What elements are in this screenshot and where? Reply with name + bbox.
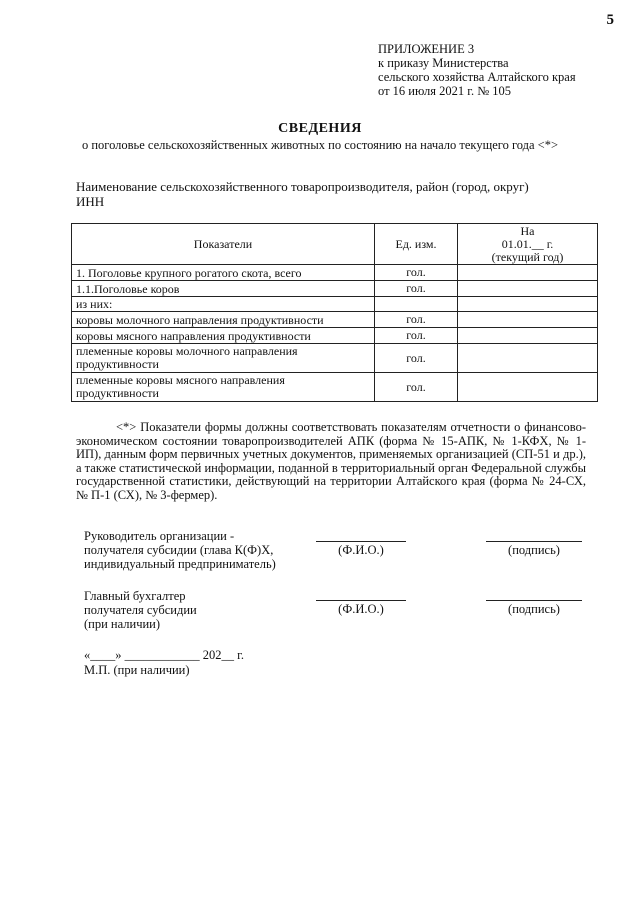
row-label: племенные коровы молочного направления продуктивности xyxy=(72,344,375,373)
table-row xyxy=(72,281,598,297)
head-sign-caption: (подпись) xyxy=(508,543,560,557)
header-date xyxy=(458,224,598,265)
accountant-signature-label xyxy=(84,589,197,631)
row-value-cell[interactable] xyxy=(458,281,598,297)
table-row xyxy=(72,328,598,344)
header-date-line: На xyxy=(520,223,535,238)
head-name-line[interactable] xyxy=(316,541,406,542)
row-unit xyxy=(375,297,458,312)
table-header-row xyxy=(72,224,598,265)
table-row xyxy=(72,312,598,328)
accountant-label-line: (при наличии) xyxy=(84,617,161,631)
head-label-line: Руководитель организации - xyxy=(84,529,235,543)
row-label: 1.1.Поголовье коров xyxy=(72,281,375,297)
accountant-name-line[interactable] xyxy=(316,600,406,601)
row-label: коровы молочного направления продуктивности xyxy=(72,312,375,328)
header-indicators: Показатели xyxy=(72,224,375,265)
row-unit: гол. xyxy=(375,344,458,373)
header-date-line: (текущий год) xyxy=(491,249,564,264)
table-row xyxy=(72,265,598,281)
document-title: СВЕДЕНИЯ xyxy=(278,121,362,136)
accountant-name-caption: (Ф.И.О.) xyxy=(338,602,384,616)
table-row xyxy=(72,344,598,373)
row-value-cell[interactable] xyxy=(458,344,598,373)
row-value-cell[interactable] xyxy=(458,373,598,402)
row-unit: гол. xyxy=(375,281,458,297)
accountant-sign-line[interactable] xyxy=(486,600,582,601)
row-unit: гол. xyxy=(375,265,458,281)
row-unit: гол. xyxy=(375,373,458,402)
header-date-line: 01.01.__ г. xyxy=(501,236,554,251)
accountant-label-line: получателя субсидии xyxy=(84,603,197,617)
row-label: из них: xyxy=(72,297,375,312)
appendix-header xyxy=(378,42,576,98)
appendix-line: от 16 июля 2021 г. № 105 xyxy=(378,84,512,98)
footnote: <*> Показатели формы должны соответствовать показателям отчетности о финансово-экономическом состоянии товаропроизводителей АПК (форма № 15-АПК, № 1-КФХ, № 1-ИП), данным форм первичных учетных документов, применяемых организацией (СП-51 и др.), а также статистической информации, поданной в территориальный орган Федеральной службы государственной статистики, действующий на территории Алтайского края (форма № 24-СХ, № П-1 (СХ), № 3-фермер). xyxy=(76,420,586,502)
accountant-sign-caption: (подпись) xyxy=(508,602,560,616)
row-unit: гол. xyxy=(375,328,458,344)
head-label-line: индивидуальный предприниматель) xyxy=(84,557,276,571)
row-label: 1. Поголовье крупного рогатого скота, всего xyxy=(72,265,375,281)
header-unit: Ед. изм. xyxy=(375,224,458,265)
accountant-label-line: Главный бухгалтер xyxy=(84,589,186,603)
head-sign-line[interactable] xyxy=(486,541,582,542)
table-row xyxy=(72,373,598,402)
producer-block xyxy=(76,179,529,209)
head-label-line: получателя субсидии (глава К(Ф)Х, xyxy=(84,543,274,557)
livestock-table xyxy=(71,223,598,402)
row-value-cell[interactable] xyxy=(458,297,598,312)
row-value-cell[interactable] xyxy=(458,328,598,344)
row-unit: гол. xyxy=(375,312,458,328)
row-value-cell[interactable] xyxy=(458,265,598,281)
table-row xyxy=(72,297,598,312)
row-label: племенные коровы мясного направления продуктивности xyxy=(72,373,375,402)
appendix-title: ПРИЛОЖЕНИЕ 3 xyxy=(378,42,475,56)
head-signature-label xyxy=(84,529,276,571)
stamp-note: М.П. (при наличии) xyxy=(84,663,190,677)
row-label: коровы мясного направления продуктивности xyxy=(72,328,375,344)
page-number: 5 xyxy=(606,12,614,28)
appendix-line: сельского хозяйства Алтайского края xyxy=(378,70,576,84)
head-name-caption: (Ф.И.О.) xyxy=(338,543,384,557)
appendix-line: к приказу Министерства xyxy=(378,56,509,70)
row-value-cell[interactable] xyxy=(458,312,598,328)
document-subtitle: о поголовье сельскохозяйственных животных по состоянию на начало текущего года <*> xyxy=(81,138,559,152)
inn-label: ИНН xyxy=(76,194,105,209)
date-line[interactable]: «____» ____________ 202__ г. xyxy=(84,648,244,662)
producer-name-label: Наименование сельскохозяйственного товаропроизводителя, район (город, округ) xyxy=(76,179,529,194)
